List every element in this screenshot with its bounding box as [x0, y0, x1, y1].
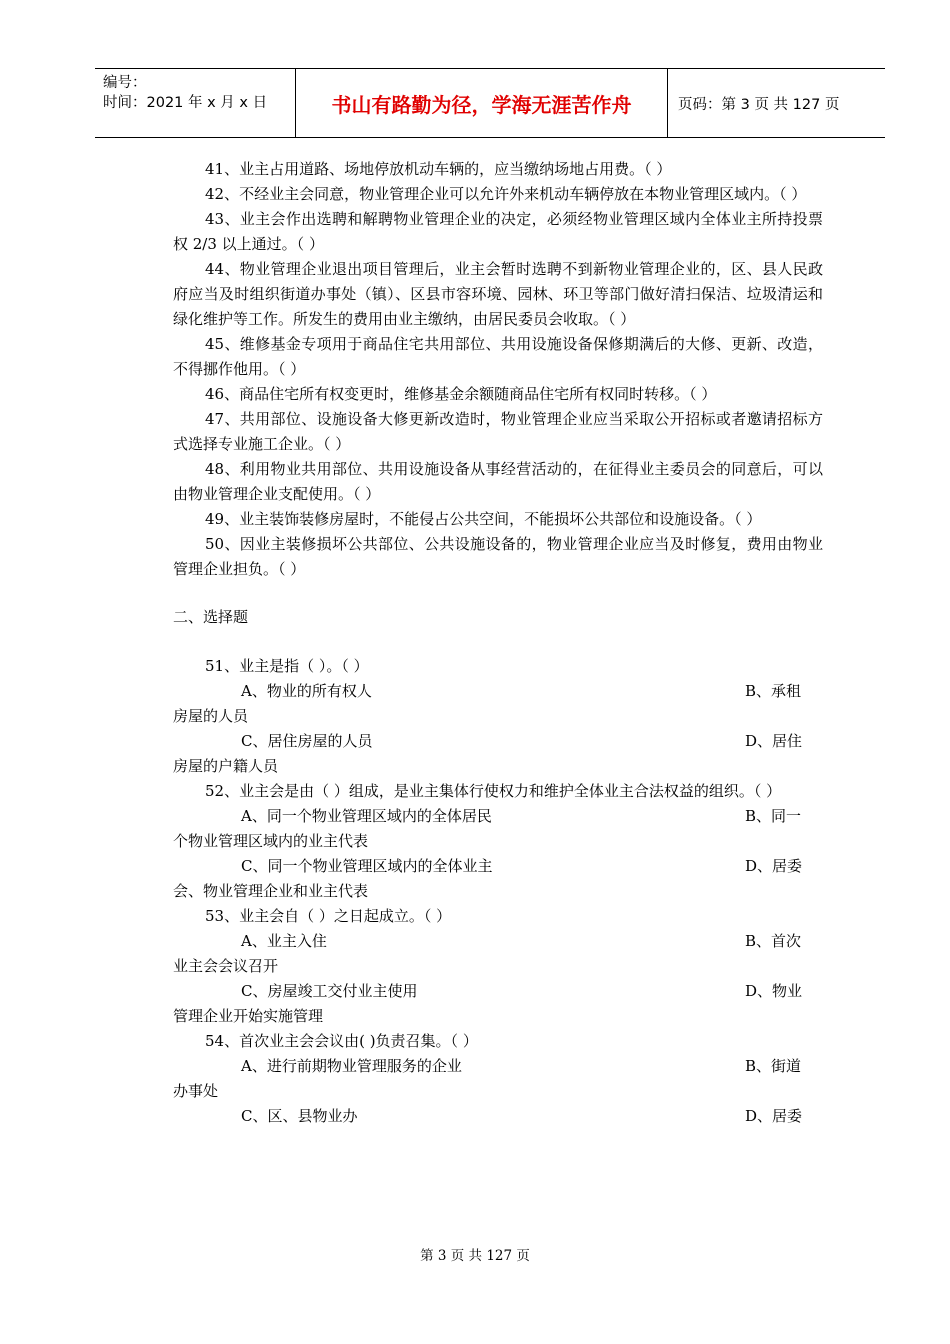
- page-footer: 第 3 页 共 127 页: [420, 1248, 530, 1264]
- question-50: 50、因业主装修损坏公共部位、公共设施设备的，物业管理企业应当及时修复，费用由物业管理企业担负。（ ）: [173, 535, 823, 578]
- option-b-continued: 个物业管理区域内的业主代表: [173, 832, 369, 850]
- option-d-continued: 管理企业开始实施管理: [173, 1007, 324, 1025]
- option-b: B、同一: [745, 807, 802, 825]
- option-row: [173, 854, 823, 879]
- option-b: B、承租: [745, 682, 802, 700]
- question-44: 44、物业管理企业退出项目管理后，业主会暂时选聘不到新物业管理企业的，区、县人民政府应当及时组织街道办事处（镇）、区县市容环境、园林、环卫等部门做好清扫保洁、垃圾清运和绿化维护等工作。所发生的费用由业主缴纳，由居民委员会收取。（ ）: [173, 260, 823, 328]
- header-meta: [95, 69, 296, 137]
- question-41: 41、业主占用道路、场地停放机动车辆的，应当缴纳场地占用费。（ ）: [205, 160, 672, 178]
- option-row: [173, 1054, 823, 1079]
- question-51: 51、业主是指（ ）。（ ）: [205, 657, 369, 675]
- option-d: D、居住: [745, 732, 803, 750]
- section-title: 二、选择题: [173, 608, 249, 626]
- question-54: 54、首次业主会会议由( )负责召集。（ ）: [205, 1032, 478, 1050]
- option-b-continued: 办事处: [173, 1082, 219, 1100]
- question-48: 48、利用物业共用部位、共用设施设备从事经营活动的，在征得业主委员会的同意后，可以由物业管理企业支配使用。（ ）: [173, 460, 823, 503]
- question-49: 49、业主装饰装修房屋时，不能侵占公共空间，不能损坏公共部位和设施设备。（ ）: [205, 510, 762, 528]
- option-c: C、居住房屋的人员: [241, 732, 373, 750]
- question-52: 52、业主会是由（ ）组成，是业主集体行使权力和维护全体业主合法权益的组织。（ ）: [205, 782, 782, 800]
- option-row: [173, 979, 823, 1004]
- option-a: A、同一个物业管理区域内的全体居民: [241, 807, 492, 825]
- option-d: D、居委: [745, 857, 803, 875]
- option-row: [173, 929, 823, 954]
- page-header: [95, 68, 885, 138]
- question-46: 46、商品住宅所有权变更时，维修基金余额随商品住宅所有权同时转移。（ ）: [205, 385, 717, 403]
- option-row: [173, 804, 823, 829]
- document-time: 时间：2021 年 x 月 x 日: [103, 95, 268, 111]
- option-d: D、居委: [745, 1107, 803, 1125]
- option-d: D、物业: [745, 982, 803, 1000]
- option-b: B、街道: [745, 1057, 802, 1075]
- option-row: [173, 679, 823, 704]
- option-a: A、进行前期物业管理服务的企业: [241, 1057, 462, 1075]
- question-45: 45、维修基金专项用于商品住宅共用部位、共用设施设备保修期满后的大修、更新、改造，不得挪作他用。（ ）: [173, 335, 823, 378]
- option-b-continued: 业主会会议召开: [173, 957, 279, 975]
- question-42: 42、不经业主会同意，物业管理企业可以允许外来机动车辆停放在本物业管理区域内。（ ）: [205, 185, 807, 203]
- option-d-continued: 会、物业管理企业和业主代表: [173, 882, 369, 900]
- option-row: [173, 729, 823, 754]
- option-c: C、同一个物业管理区域内的全体业主: [241, 857, 493, 875]
- option-c: C、房屋竣工交付业主使用: [241, 982, 418, 1000]
- header-motto: 书山有路勤为径，学海无涯苦作舟: [296, 69, 668, 137]
- option-row: [173, 1104, 823, 1129]
- document-number-label: 编号：: [103, 75, 147, 91]
- question-43: 43、业主会作出选聘和解聘物业管理企业的决定，必须经物业管理区域内全体业主所持投票权 2/3 以上通过。（ ）: [173, 210, 823, 253]
- question-53: 53、业主会自（ ）之日起成立。（ ）: [205, 907, 452, 925]
- option-a: A、物业的所有权人: [241, 682, 372, 700]
- option-c: C、区、县物业办: [241, 1107, 358, 1125]
- option-d-continued: 房屋的户籍人员: [173, 757, 279, 775]
- option-a: A、业主入住: [241, 932, 327, 950]
- option-b-continued: 房屋的人员: [173, 707, 249, 725]
- option-b: B、首次: [745, 932, 802, 950]
- header-page-info: 页码：第 3 页 共 127 页: [678, 96, 840, 113]
- document-body: [173, 157, 823, 1129]
- question-47: 47、共用部位、设施设备大修更新改造时，物业管理企业应当采取公开招标或者邀请招标方式选择专业施工企业。（ ）: [173, 410, 823, 453]
